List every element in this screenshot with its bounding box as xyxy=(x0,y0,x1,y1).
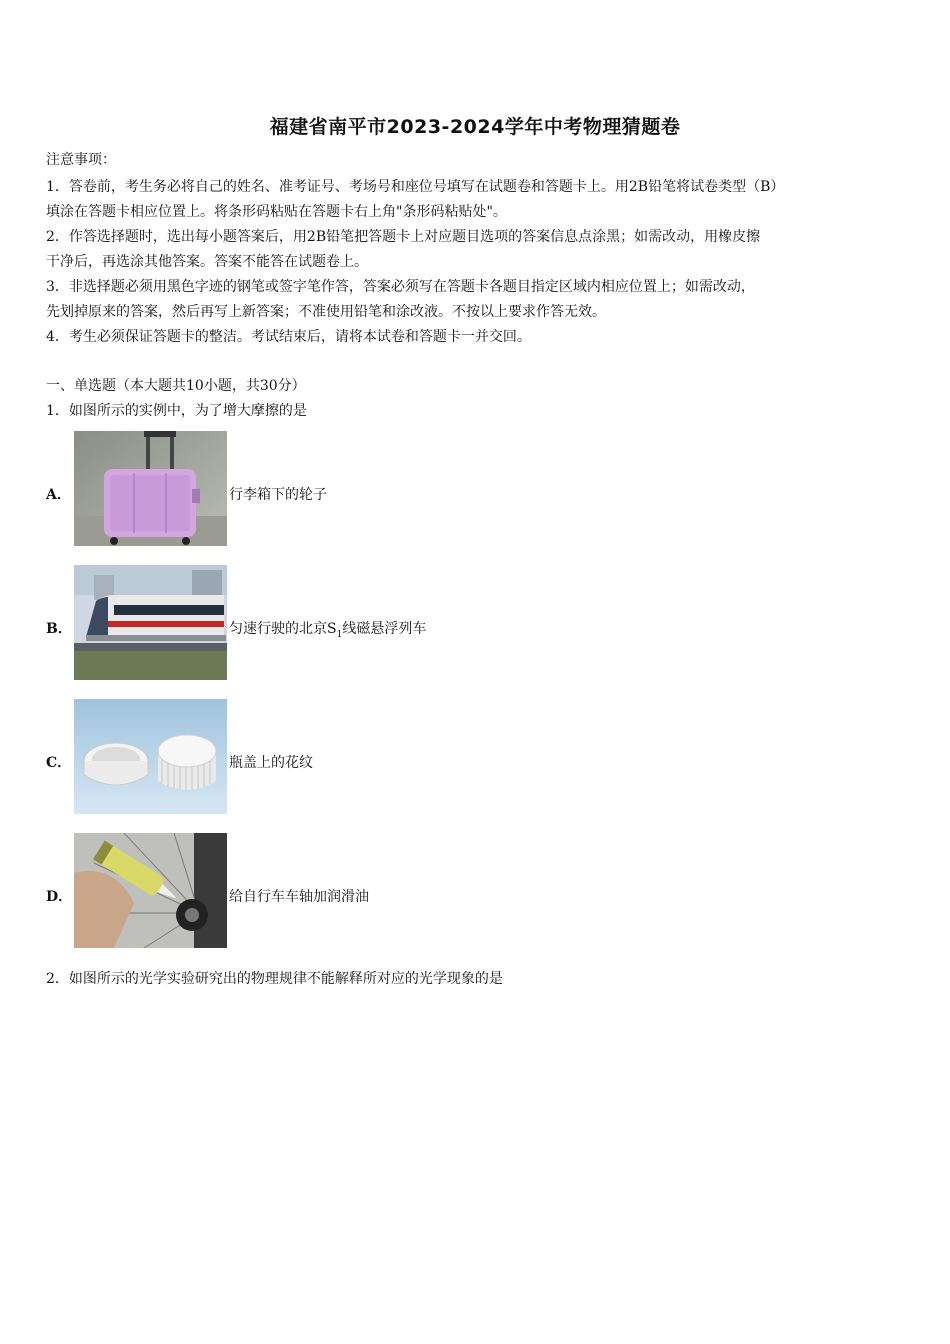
section-heading: 一、单选题（本大题共10小题，共30分） xyxy=(46,378,306,394)
option-b-text-before: 匀速行驶的北京S xyxy=(229,621,337,637)
question-2-stem: 2．如图所示的光学实验研究出的物理规律不能解释所对应的光学现象的是 xyxy=(46,971,503,987)
option-a-text: 行李箱下的轮子 xyxy=(229,487,327,503)
option-b-text xyxy=(229,618,426,640)
option-b-text-after: 线磁悬浮列车 xyxy=(342,621,427,637)
option-a-label: A． xyxy=(46,487,71,503)
notice-heading: 注意事项： xyxy=(46,152,116,168)
question-1-stem: 1．如图所示的实例中，为了增大摩擦的是 xyxy=(46,403,307,419)
notice-line-6: 先划掉原来的答案，然后再写上新答案；不准使用铅笔和涂改液。不按以上要求作答无效。 xyxy=(46,304,606,320)
option-b-label: B． xyxy=(46,621,72,637)
notice-line-1: 1．答卷前，考生务必将自己的姓名、准考证号、考场号和座位号填写在试题卷和答题卡上。用2B铅笔将试卷类型（B） xyxy=(46,179,785,195)
notice-line-4: 干净后，再选涂其他答案。答案不能答在试题卷上。 xyxy=(46,254,368,270)
option-c-label: C． xyxy=(46,755,72,771)
notice-line-7: 4．考生必须保证答题卡的整洁。考试结束后，请将本试卷和答题卡一并交回。 xyxy=(46,329,531,345)
page-title: 福建省南平市2023-2024学年中考物理猜题卷 xyxy=(269,116,681,138)
notice-line-2: 填涂在答题卡相应位置上。将条形码粘贴在答题卡右上角"条形码粘贴处"。 xyxy=(46,204,507,220)
option-d-label: D． xyxy=(46,889,73,905)
notice-line-3: 2．作答选择题时，选出每小题答案后，用2B铅笔把答题卡上对应题目选项的答案信息点涂黑；如需改动，用橡皮擦 xyxy=(46,229,761,245)
bottle-cap-image xyxy=(74,699,227,814)
option-c-text: 瓶盖上的花纹 xyxy=(229,755,313,771)
maglev-train-image xyxy=(74,565,227,680)
bike-lubrication-image xyxy=(74,833,227,948)
option-d-text: 给自行车车轴加润滑油 xyxy=(229,889,369,905)
suitcase-image xyxy=(74,431,227,546)
notice-line-5: 3．非选择题必须用黑色字迹的钢笔或签字笔作答，答案必须写在答题卡各题目指定区域内相应位置上；如需改动， xyxy=(46,279,755,295)
option-b-subscript: 1 xyxy=(336,629,343,640)
